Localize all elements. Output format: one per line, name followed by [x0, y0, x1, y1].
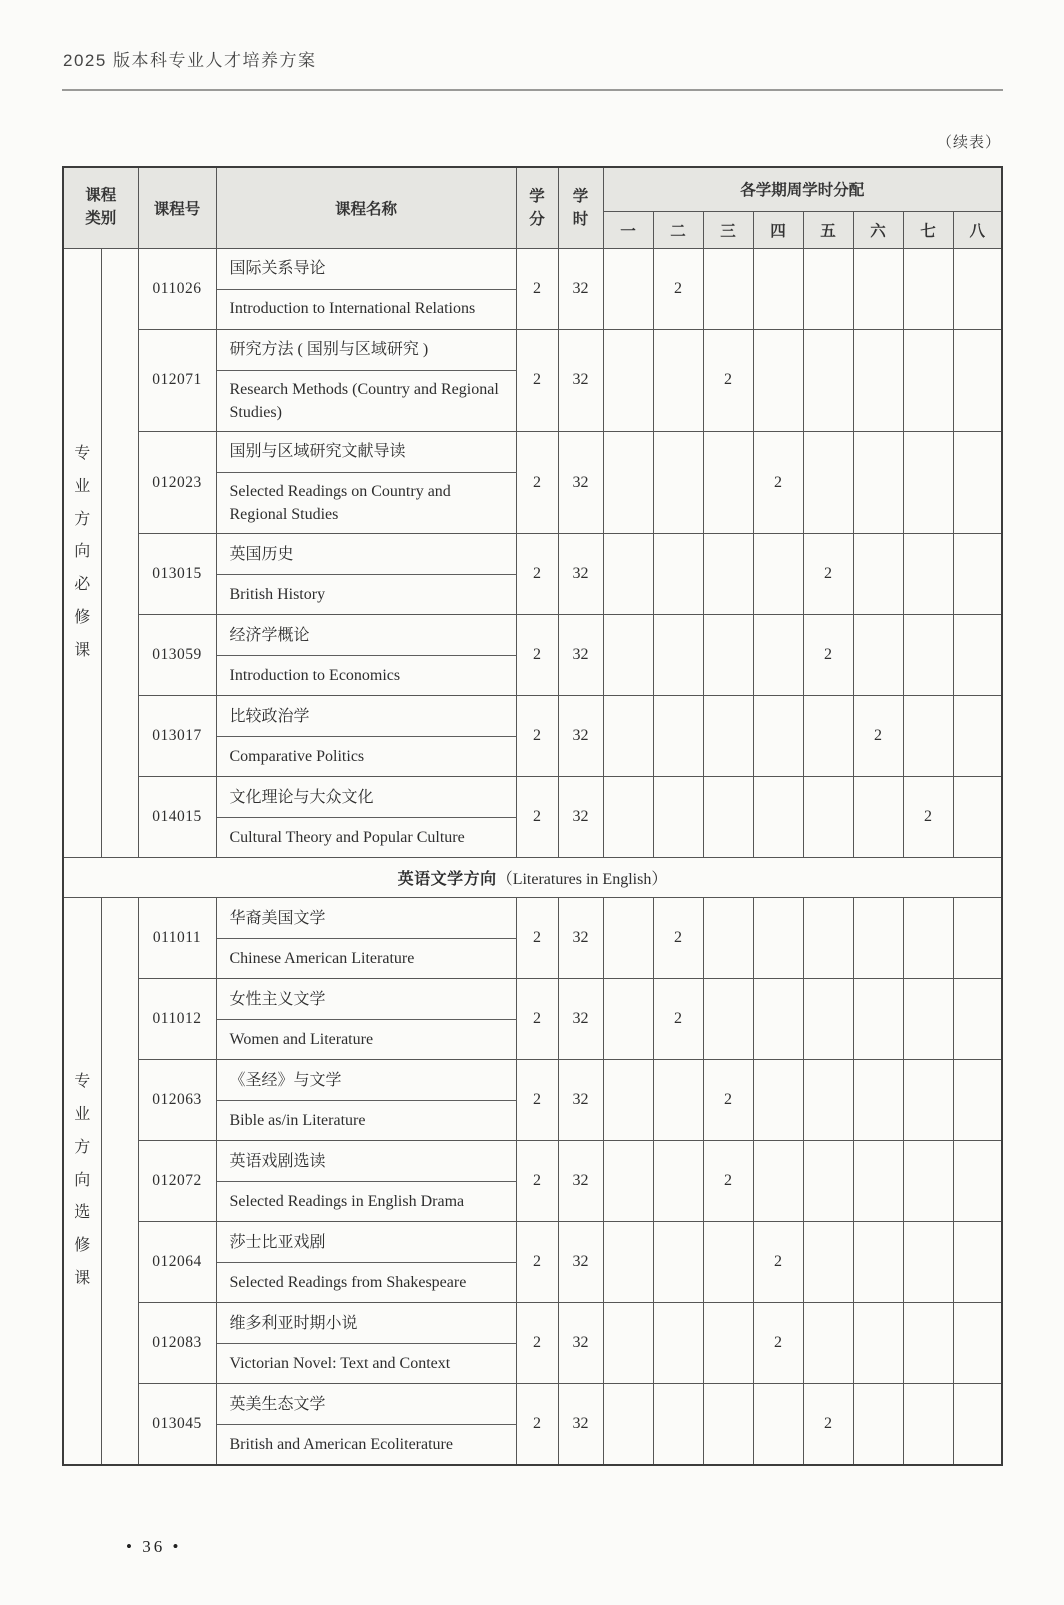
course-code: 013059	[138, 615, 216, 696]
page-number: • 36 •	[126, 1537, 182, 1556]
semester-hours-cell	[803, 1141, 853, 1222]
semester-hours-cell	[703, 979, 753, 1060]
course-name-en: Research Methods (Country and Regional Studies)	[216, 370, 516, 431]
semester-hours-cell	[703, 248, 753, 329]
semester-hours-cell	[903, 898, 953, 979]
semester-hours-cell: 2	[703, 329, 753, 431]
credits-cell: 2	[516, 534, 558, 615]
hours-cell: 32	[558, 777, 603, 858]
semester-hours-cell	[703, 615, 753, 696]
hours-cell: 32	[558, 1384, 603, 1465]
continued-table-label: （续表）	[936, 135, 1001, 151]
course-name-zh: 经济学概论	[216, 615, 516, 656]
semester-hours-cell	[603, 1222, 653, 1303]
semester-hours-cell	[953, 534, 1002, 615]
course-name-en: Introduction to International Relations	[216, 289, 516, 329]
course-name-en: Bible as/in Literature	[216, 1101, 516, 1141]
semester-hours-cell: 2	[903, 777, 953, 858]
semester-hours-cell	[603, 1060, 653, 1141]
semester-hours-cell	[953, 329, 1002, 431]
semester-hours-cell	[703, 534, 753, 615]
hours-cell: 32	[558, 1141, 603, 1222]
semester-hours-cell	[653, 1384, 703, 1465]
semester-hours-cell	[903, 329, 953, 431]
semester-hours-cell	[903, 1303, 953, 1384]
credits-cell: 2	[516, 898, 558, 979]
semester-hours-cell	[703, 898, 753, 979]
course-code: 012072	[138, 1141, 216, 1222]
course-code: 012063	[138, 1060, 216, 1141]
course-code: 012064	[138, 1222, 216, 1303]
course-table-body	[63, 248, 1002, 1465]
semester-hours-cell	[853, 431, 903, 533]
hours-cell: 32	[558, 248, 603, 329]
header-semester-group: 各学期周学时分配	[603, 167, 1002, 211]
semester-hours-cell	[953, 696, 1002, 777]
document-header-title: 2025 版本科专业人才培养方案	[63, 51, 317, 70]
section-divider-row	[63, 858, 1002, 898]
semester-hours-cell	[853, 1303, 903, 1384]
category-label: 专业方向必修课	[74, 445, 91, 659]
semester-hours-cell	[603, 696, 653, 777]
semester-hours-cell	[603, 329, 653, 431]
semester-hours-cell: 2	[753, 1303, 803, 1384]
semester-hours-cell: 2	[653, 898, 703, 979]
semester-hours-cell	[753, 534, 803, 615]
semester-hours-cell	[953, 1060, 1002, 1141]
semester-hours-cell	[603, 615, 653, 696]
course-row	[63, 248, 1002, 289]
semester-hours-cell	[653, 431, 703, 533]
semester-hours-cell	[953, 1303, 1002, 1384]
credits-cell: 2	[516, 979, 558, 1060]
semester-hours-cell	[903, 248, 953, 329]
semester-hours-cell	[903, 431, 953, 533]
semester-hours-cell	[853, 1141, 903, 1222]
course-code: 013015	[138, 534, 216, 615]
course-row	[63, 979, 1002, 1020]
semester-hours-cell	[853, 777, 903, 858]
semester-hours-cell	[603, 1141, 653, 1222]
course-code: 014015	[138, 777, 216, 858]
course-code: 011012	[138, 979, 216, 1060]
course-row	[63, 1141, 1002, 1182]
semester-hours-cell: 2	[803, 534, 853, 615]
course-name-zh: 研究方法 ( 国别与区域研究 )	[216, 329, 516, 370]
category-subcolumn	[101, 248, 138, 858]
semester-hours-cell	[753, 248, 803, 329]
semester-hours-cell: 2	[703, 1060, 753, 1141]
hours-cell: 32	[558, 329, 603, 431]
semester-hours-cell	[653, 1060, 703, 1141]
semester-hours-cell	[903, 534, 953, 615]
semester-hours-cell	[753, 1060, 803, 1141]
semester-hours-cell	[853, 898, 903, 979]
semester-hours-cell	[903, 1060, 953, 1141]
course-row	[63, 1222, 1002, 1263]
course-row	[63, 534, 1002, 575]
semester-hours-cell	[853, 1384, 903, 1465]
semester-hours-cell	[903, 1141, 953, 1222]
hours-cell: 32	[558, 1060, 603, 1141]
semester-hours-cell	[653, 329, 703, 431]
course-name-zh: 维多利亚时期小说	[216, 1303, 516, 1344]
semester-hours-cell	[903, 1384, 953, 1465]
course-name-en: Selected Readings from Shakespeare	[216, 1263, 516, 1303]
semester-hours-cell	[853, 979, 903, 1060]
section-divider	[63, 858, 1002, 898]
semester-hours-cell	[703, 1384, 753, 1465]
semester-hours-cell	[753, 777, 803, 858]
course-name-en: British History	[216, 575, 516, 615]
semester-hours-cell	[753, 1384, 803, 1465]
curriculum-table	[62, 166, 1003, 1466]
hours-cell: 32	[558, 1303, 603, 1384]
header-semester-5: 五	[803, 211, 853, 248]
category-cell	[63, 898, 101, 1465]
course-code: 013045	[138, 1384, 216, 1465]
semester-hours-cell	[853, 329, 903, 431]
semester-hours-cell: 2	[803, 1384, 853, 1465]
semester-hours-cell	[603, 1384, 653, 1465]
course-name-zh: 华裔美国文学	[216, 898, 516, 939]
credits-cell: 2	[516, 329, 558, 431]
semester-hours-cell	[653, 1141, 703, 1222]
semester-hours-cell	[953, 248, 1002, 329]
semester-hours-cell: 2	[653, 979, 703, 1060]
course-code: 012083	[138, 1303, 216, 1384]
semester-hours-cell	[903, 696, 953, 777]
semester-hours-cell: 2	[703, 1141, 753, 1222]
course-code: 011011	[138, 898, 216, 979]
header-semester-4: 四	[753, 211, 803, 248]
header-semester-8: 八	[953, 211, 1002, 248]
semester-hours-cell	[853, 1222, 903, 1303]
semester-hours-cell	[803, 1303, 853, 1384]
semester-hours-cell	[803, 777, 853, 858]
course-name-en: Women and Literature	[216, 1020, 516, 1060]
semester-hours-cell	[653, 615, 703, 696]
header-category: 课程类别	[63, 167, 138, 248]
semester-hours-cell	[853, 534, 903, 615]
credits-cell: 2	[516, 248, 558, 329]
semester-hours-cell: 2	[803, 615, 853, 696]
header-course-name: 课程名称	[216, 167, 516, 248]
semester-hours-cell: 2	[753, 431, 803, 533]
semester-hours-cell	[903, 1222, 953, 1303]
semester-hours-cell	[953, 1141, 1002, 1222]
header-row-1	[63, 167, 1002, 211]
semester-hours-cell: 2	[853, 696, 903, 777]
semester-hours-cell	[803, 431, 853, 533]
header-hours: 学时	[558, 167, 603, 248]
semester-hours-cell	[703, 777, 753, 858]
semester-hours-cell	[703, 1303, 753, 1384]
semester-hours-cell	[953, 979, 1002, 1060]
header-semester-2: 二	[653, 211, 703, 248]
semester-hours-cell	[603, 248, 653, 329]
semester-hours-cell	[753, 696, 803, 777]
table-header	[63, 167, 1002, 248]
semester-hours-cell	[753, 329, 803, 431]
course-row	[63, 431, 1002, 472]
course-name-en: Introduction to Economics	[216, 656, 516, 696]
section-divider-title-zh: 英语文学方向	[397, 871, 497, 889]
semester-hours-cell	[953, 898, 1002, 979]
hours-cell: 32	[558, 898, 603, 979]
course-name-zh: 《圣经》与文学	[216, 1060, 516, 1101]
semester-hours-cell	[603, 534, 653, 615]
semester-hours-cell	[753, 1141, 803, 1222]
header-divider-line	[62, 89, 1003, 91]
semester-hours-cell	[653, 534, 703, 615]
semester-hours-cell	[753, 898, 803, 979]
course-code: 013017	[138, 696, 216, 777]
course-name-en: British and American Ecoliterature	[216, 1425, 516, 1465]
category-subcolumn	[101, 898, 138, 1465]
header-semester-6: 六	[853, 211, 903, 248]
header-course-code: 课程号	[138, 167, 216, 248]
semester-hours-cell	[603, 979, 653, 1060]
course-code: 012071	[138, 329, 216, 431]
semester-hours-cell	[603, 1303, 653, 1384]
semester-hours-cell	[803, 329, 853, 431]
semester-hours-cell	[953, 615, 1002, 696]
semester-hours-cell	[803, 979, 853, 1060]
course-code: 012023	[138, 431, 216, 533]
course-row	[63, 1303, 1002, 1344]
section-divider-title-en: （Literatures in English）	[496, 871, 668, 889]
semester-hours-cell	[603, 777, 653, 858]
credits-cell: 2	[516, 1060, 558, 1141]
credits-cell: 2	[516, 431, 558, 533]
course-row	[63, 777, 1002, 818]
semester-hours-cell	[703, 431, 753, 533]
course-name-zh: 女性主义文学	[216, 979, 516, 1020]
semester-hours-cell	[953, 431, 1002, 533]
course-name-en: Chinese American Literature	[216, 939, 516, 979]
course-name-zh: 莎士比亚戏剧	[216, 1222, 516, 1263]
hours-cell: 32	[558, 431, 603, 533]
credits-cell: 2	[516, 1141, 558, 1222]
semester-hours-cell: 2	[653, 248, 703, 329]
header-semester-7: 七	[903, 211, 953, 248]
semester-hours-cell	[803, 1060, 853, 1141]
course-row	[63, 898, 1002, 939]
semester-hours-cell	[703, 696, 753, 777]
semester-hours-cell: 2	[753, 1222, 803, 1303]
semester-hours-cell	[903, 979, 953, 1060]
semester-hours-cell	[653, 1303, 703, 1384]
course-name-en: Cultural Theory and Popular Culture	[216, 818, 516, 858]
hours-cell: 32	[558, 696, 603, 777]
credits-cell: 2	[516, 696, 558, 777]
course-name-zh: 比较政治学	[216, 696, 516, 737]
semester-hours-cell	[953, 1384, 1002, 1465]
semester-hours-cell	[653, 777, 703, 858]
semester-hours-cell	[803, 248, 853, 329]
semester-hours-cell	[803, 1222, 853, 1303]
semester-hours-cell	[603, 431, 653, 533]
semester-hours-cell	[953, 1222, 1002, 1303]
semester-hours-cell	[803, 696, 853, 777]
course-name-zh: 文化理论与大众文化	[216, 777, 516, 818]
course-name-en: Selected Readings on Country and Regional Studies	[216, 472, 516, 533]
semester-hours-cell	[953, 777, 1002, 858]
course-name-en: Selected Readings in English Drama	[216, 1182, 516, 1222]
course-name-zh: 英语戏剧选读	[216, 1141, 516, 1182]
course-name-zh: 国别与区域研究文献导读	[216, 431, 516, 472]
semester-hours-cell	[853, 1060, 903, 1141]
course-name-zh: 英美生态文学	[216, 1384, 516, 1425]
hours-cell: 32	[558, 615, 603, 696]
course-row	[63, 1384, 1002, 1425]
category-cell	[63, 248, 101, 858]
semester-hours-cell	[803, 898, 853, 979]
credits-cell: 2	[516, 1222, 558, 1303]
header-semester-1: 一	[603, 211, 653, 248]
header-credits: 学分	[516, 167, 558, 248]
semester-hours-cell	[753, 979, 803, 1060]
hours-cell: 32	[558, 979, 603, 1060]
course-name-en: Victorian Novel: Text and Context	[216, 1344, 516, 1384]
course-name-zh: 国际关系导论	[216, 248, 516, 289]
header-semester-3: 三	[703, 211, 753, 248]
course-row	[63, 615, 1002, 656]
course-name-en: Comparative Politics	[216, 737, 516, 777]
semester-hours-cell	[853, 615, 903, 696]
hours-cell: 32	[558, 1222, 603, 1303]
course-row	[63, 696, 1002, 737]
credits-cell: 2	[516, 615, 558, 696]
semester-hours-cell	[703, 1222, 753, 1303]
semester-hours-cell	[653, 1222, 703, 1303]
credits-cell: 2	[516, 1303, 558, 1384]
semester-hours-cell	[753, 615, 803, 696]
semester-hours-cell	[603, 898, 653, 979]
category-label: 专业方向选修课	[74, 1073, 91, 1287]
hours-cell: 32	[558, 534, 603, 615]
semester-hours-cell	[853, 248, 903, 329]
semester-hours-cell	[653, 696, 703, 777]
course-name-zh: 英国历史	[216, 534, 516, 575]
credits-cell: 2	[516, 1384, 558, 1465]
credits-cell: 2	[516, 777, 558, 858]
course-code: 011026	[138, 248, 216, 329]
course-row	[63, 329, 1002, 370]
course-row	[63, 1060, 1002, 1101]
semester-hours-cell	[903, 615, 953, 696]
